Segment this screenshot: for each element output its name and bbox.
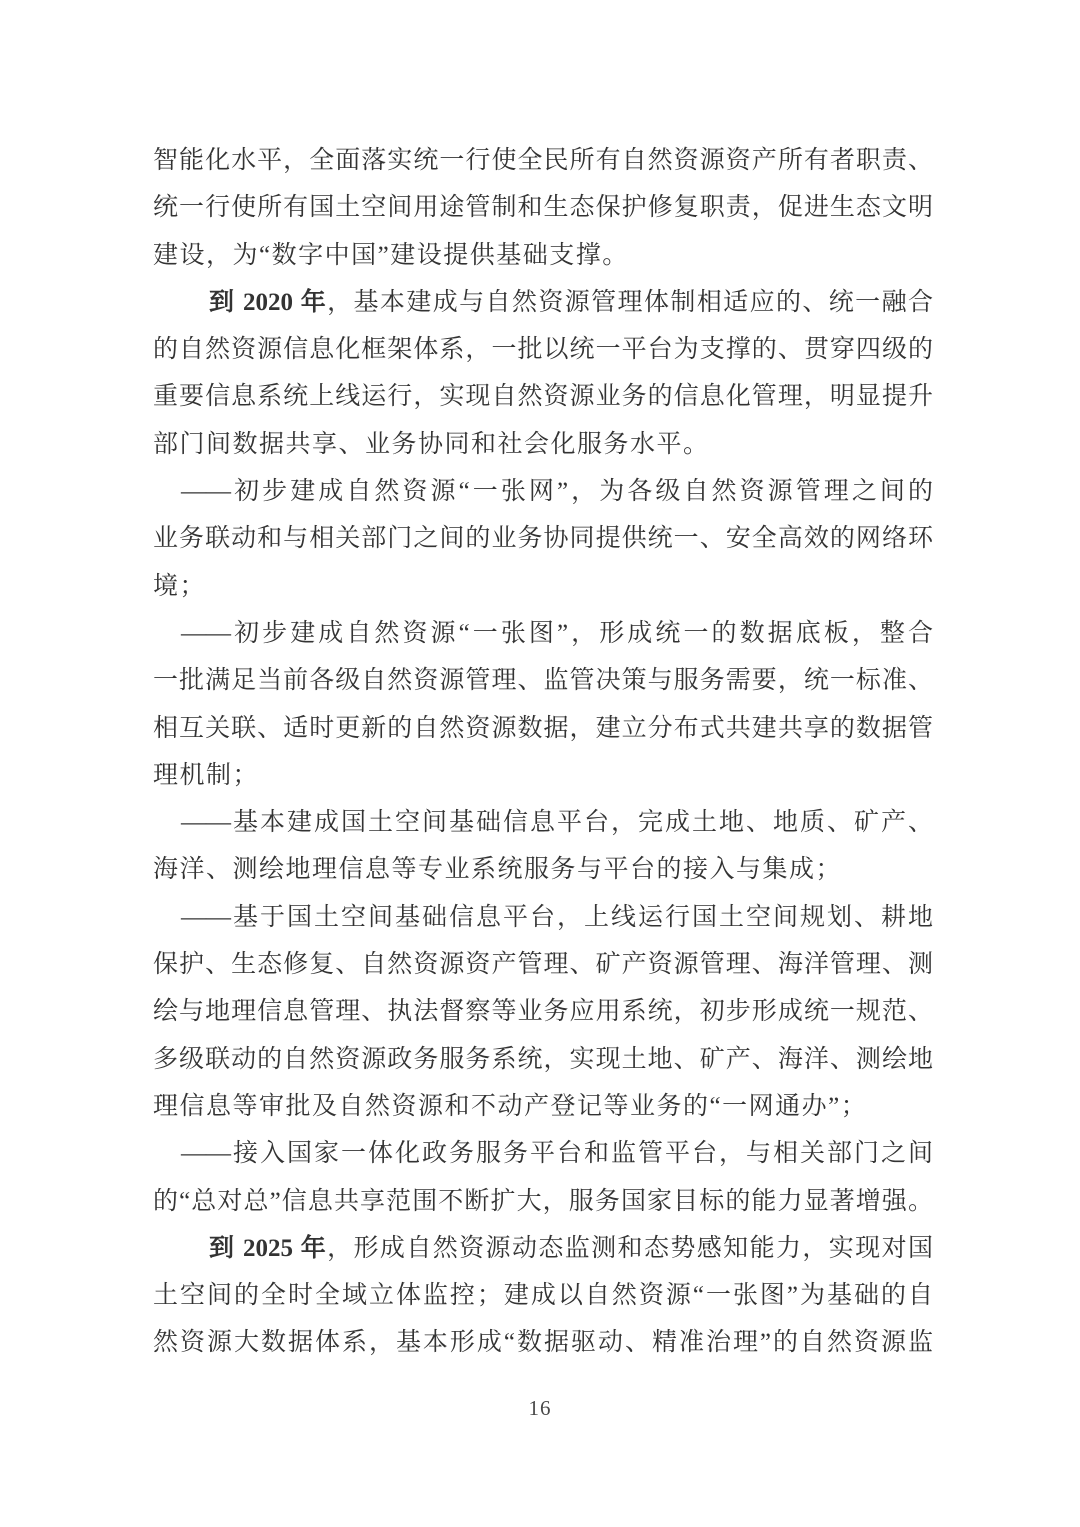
text-line <box>153 988 933 1035</box>
text-segment: ——初步建成自然资源“一张网”，为各级自然资源管理之间的 <box>181 478 933 506</box>
text-segment: ，基本建成与自然资源管理体制相适应的、统一融合 <box>327 288 933 316</box>
paragraph-1 <box>153 137 933 279</box>
text-segment: 的自然资源信息化框架体系，一批以统一平台为支撑的、贯穿四级的 <box>153 336 933 364</box>
text-line <box>153 941 933 988</box>
text-line <box>153 1272 933 1319</box>
paragraph-3 <box>153 468 933 610</box>
paragraph-5 <box>153 799 933 894</box>
text-segment: 理机制； <box>153 761 260 789</box>
text-line <box>153 799 933 846</box>
text-segment: 智能化水平，全面落实统一行使全民所有自然资源资产所有者职责、 <box>153 147 933 174</box>
text-line <box>153 1178 933 1225</box>
text-segment: ——基于国土空间基础信息平台，上线运行国土空间规划、耕地 <box>181 903 933 931</box>
document-text-block <box>153 137 933 1367</box>
text-segment: 一批满足当前各级自然资源管理、监管决策与服务需要，统一标准、 <box>153 667 933 695</box>
text-segment: 统一行使所有国土空间用途管制和生态保护修复职责，促进生态文明 <box>153 194 933 222</box>
text-line <box>153 1225 933 1272</box>
text-line <box>153 752 933 799</box>
text-segment: 业务联动和与相关部门之间的业务协同提供统一、安全高效的网络环 <box>153 525 933 553</box>
text-segment: 相互关联、适时更新的自然资源数据，建立分布式共建共享的数据管 <box>153 714 933 742</box>
text-segment: 部门间数据共享、业务协同和社会化服务水平。 <box>153 430 710 458</box>
text-line <box>153 232 933 279</box>
text-segment: 重要信息系统上线运行，实现自然资源业务的信息化管理，明显提升 <box>153 383 933 411</box>
text-segment: 绘与地理信息管理、执法督察等业务应用系统，初步形成统一规范、 <box>153 998 933 1026</box>
paragraph-6 <box>153 894 933 1130</box>
text-line <box>153 1319 933 1366</box>
text-segment: 海洋、测绘地理信息等专业系统服务与平台的接入与集成； <box>153 856 843 884</box>
page-number: 16 <box>528 1396 552 1420</box>
paragraph-2 <box>153 279 933 468</box>
bold-text-segment: 到 2025 年 <box>209 1234 328 1262</box>
text-line <box>153 1083 933 1130</box>
text-segment: ——基本建成国土空间基础信息平台，完成土地、地质、矿产、 <box>181 809 933 837</box>
paragraph-8 <box>153 1225 933 1367</box>
text-line <box>153 515 933 562</box>
text-line <box>153 846 933 893</box>
text-segment: ——接入国家一体化政务服务平台和监管平台，与相关部门之间 <box>181 1140 933 1168</box>
text-segment: 保护、生态修复、自然资源资产管理、矿产资源管理、海洋管理、测 <box>153 951 933 979</box>
text-segment: 多级联动的自然资源政务服务系统，实现土地、矿产、海洋、测绘地 <box>153 1045 933 1073</box>
bold-text-segment: 到 2020 年 <box>209 288 328 316</box>
text-segment: 理信息等审批及自然资源和不动产登记等业务的“一网通办”； <box>153 1092 868 1120</box>
text-line <box>153 184 933 231</box>
text-segment: ，形成自然资源动态监测和态势感知能力，实现对国 <box>327 1234 933 1262</box>
text-line <box>153 610 933 657</box>
text-line <box>153 468 933 515</box>
text-line <box>153 326 933 373</box>
text-line <box>153 894 933 941</box>
text-line <box>153 657 933 704</box>
text-line <box>153 137 933 184</box>
text-line <box>153 421 933 468</box>
text-line <box>153 1130 933 1177</box>
text-segment: 的“总对总”信息共享范围不断扩大，服务国家目标的能力显著增强。 <box>153 1187 933 1215</box>
text-segment: 建设，为“数字中国”建设提供基础支撑。 <box>153 241 629 269</box>
text-line <box>153 373 933 420</box>
text-line <box>153 705 933 752</box>
paragraph-7 <box>153 1130 933 1225</box>
text-segment: ——初步建成自然资源“一张图”，形成统一的数据底板，整合 <box>181 619 933 647</box>
text-segment: 土空间的全时全域立体监控；建成以自然资源“一张图”为基础的自 <box>153 1282 933 1310</box>
text-segment: 境； <box>153 572 207 600</box>
paragraph-4 <box>153 610 933 799</box>
text-segment: 然资源大数据体系，基本形成“数据驱动、精准治理”的自然资源监 <box>153 1329 933 1357</box>
text-line <box>153 1036 933 1083</box>
text-line <box>153 279 933 326</box>
text-line <box>153 563 933 610</box>
